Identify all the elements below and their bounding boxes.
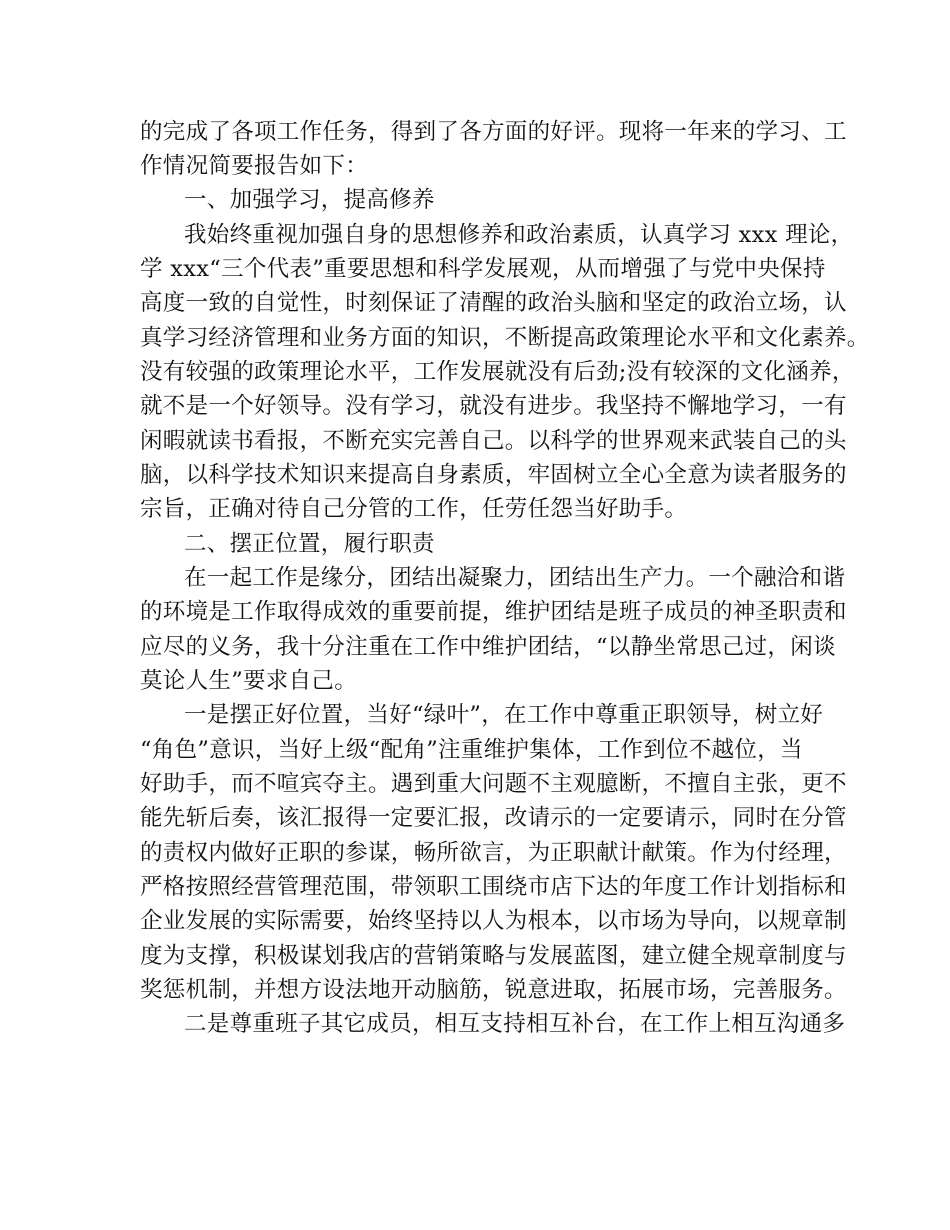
text-line: 企业发展的实际需要，始终坚持以人为根本，以市场为导向，以规章制: [140, 908, 847, 934]
text-line: 好助手，而不喧宾夺主。遇到重大问题不主观臆断，不擅自主张，更不: [140, 771, 847, 797]
text-line: 的完成了各项工作任务，得到了各方面的好评。现将一年来的学习、工: [140, 119, 847, 145]
text-line: 奖惩机制，并想方设法地开动脑筋，锐意进取，拓展市场，完善服务。: [140, 977, 847, 1003]
text-line: 莫论人生”要求自己。: [140, 668, 358, 694]
text-line: 一是摆正好位置，当好“绿叶”，在工作中尊重正职领导，树立好: [184, 702, 824, 728]
text-line: 宗旨，正确对待自己分管的工作，任劳任怨当好助手。: [140, 496, 688, 522]
text-line: 二是尊重班子其它成员，相互支持相互补台，在工作上相互沟通多: [184, 1011, 846, 1037]
text-line: 的环境是工作取得成效的重要前提，维护团结是班子成员的神圣职责和: [140, 599, 847, 625]
text-line: 度为支撑，积极谋划我店的营销策略与发展蓝图，建立健全规章制度与: [140, 943, 847, 969]
text-line: 在一起工作是缘分，团结出凝聚力，团结出生产力。一个融洽和谐: [184, 565, 846, 591]
text-line: 我始终重视加强自身的思想修养和政治素质，认真学习 xxx 理论，: [184, 222, 854, 248]
text-line: 真学习经济管理和业务方面的知识，不断提高政策理论水平和文化素养。: [140, 325, 870, 351]
text-line: 作情况简要报告如下：: [140, 153, 369, 179]
text-line: 闲暇就读书看报，不断充实完善自己。以科学的世界观来武装自己的头: [140, 428, 847, 454]
text-line: 应尽的义务，我十分注重在工作中维护团结，“以静坐常思己过，闲谈: [140, 634, 836, 660]
text-line: 学 xxx“三个代表”重要思想和科学发展观，从而增强了与党中央保持: [140, 256, 826, 282]
text-line: 严格按照经营管理范围，带领职工围绕市店下达的年度工作计划指标和: [140, 874, 847, 900]
text-line: 高度一致的自觉性，时刻保证了清醒的政治头脑和坚定的政治立场，认: [140, 290, 847, 316]
text-line: “角色”意识，当好上级“配角”注重维护集体，工作到位不越位，当: [140, 737, 803, 763]
section-heading: 一、加强学习，提高修养: [184, 187, 435, 213]
text-line: 就不是一个好领导。没有学习，就没有进步。我坚持不懈地学习，一有: [140, 393, 847, 419]
text-line: 脑，以科学技术知识来提高自身素质，牢固树立全心全意为读者服务的: [140, 462, 847, 488]
section-heading: 二、摆正位置，履行职责: [184, 531, 435, 557]
text-line: 的责权内做好正职的参谋，畅所欲言，为正职献计献策。作为付经理，: [140, 840, 847, 866]
text-line: 没有较强的政策理论水平，工作发展就没有后劲;没有较深的文化涵养，: [140, 359, 855, 385]
text-line: 能先斩后奏，该汇报得一定要汇报，改请示的一定要请示，同时在分管: [140, 805, 847, 831]
